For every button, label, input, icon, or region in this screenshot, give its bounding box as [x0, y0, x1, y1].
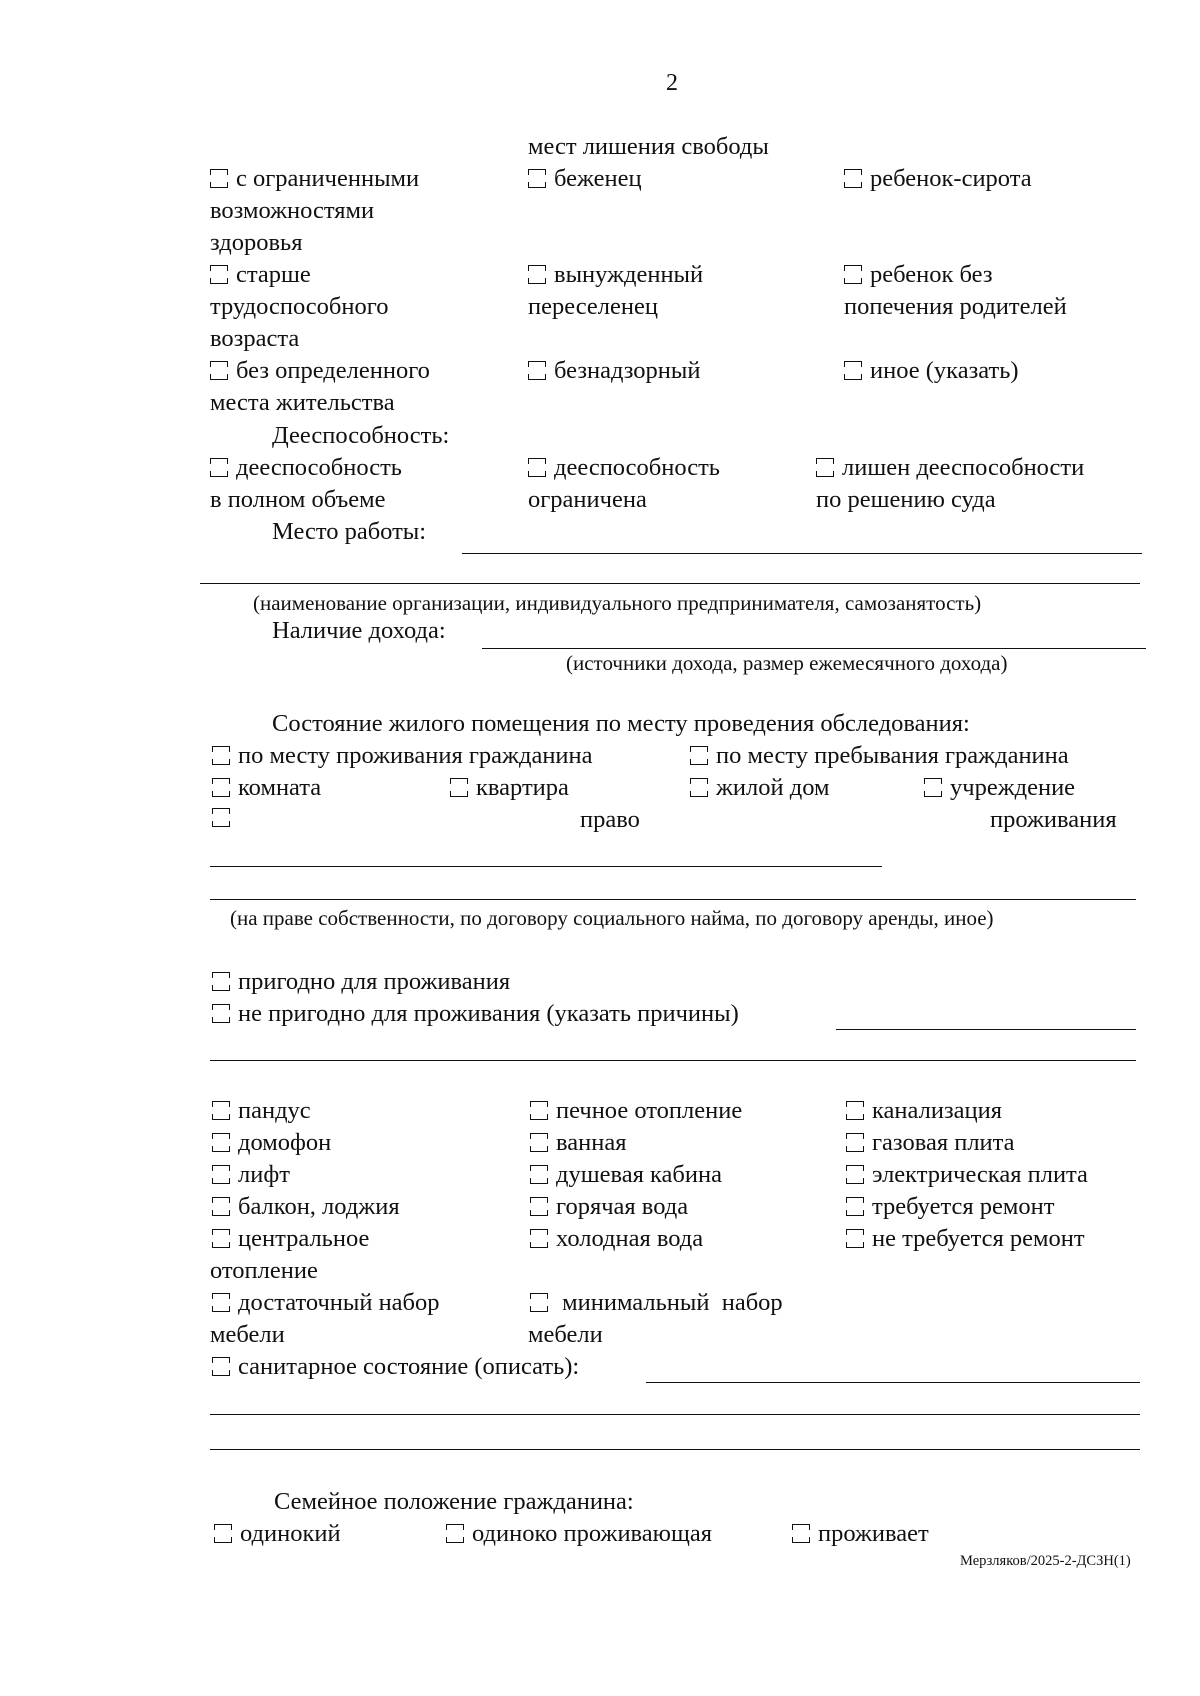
- housing-type-apartment[interactable]: квартира: [450, 773, 569, 803]
- checkbox[interactable]: [530, 1101, 548, 1120]
- checkbox[interactable]: [212, 1133, 230, 1152]
- checkbox[interactable]: [212, 808, 230, 827]
- family-option-lives-with[interactable]: проживает: [792, 1519, 929, 1549]
- family-heading: Семейное положение гражданина:: [274, 1488, 634, 1515]
- checkbox[interactable]: [846, 1165, 864, 1184]
- checkbox[interactable]: [212, 972, 230, 991]
- checkbox[interactable]: [924, 778, 942, 797]
- checkbox[interactable]: [528, 265, 546, 284]
- housing-right-line-2: [210, 899, 1136, 900]
- checkbox[interactable]: [844, 265, 862, 284]
- page-number: 2: [666, 70, 678, 96]
- checkbox[interactable]: [212, 1101, 230, 1120]
- checkbox[interactable]: [450, 778, 468, 797]
- checkbox[interactable]: [530, 1293, 548, 1312]
- checkbox[interactable]: [528, 169, 546, 188]
- checkbox[interactable]: [528, 458, 546, 477]
- capacity-full[interactable]: дееспособность: [210, 453, 402, 483]
- checkbox[interactable]: [530, 1197, 548, 1216]
- income-hint: (источники дохода, размер ежемесячного дохода): [566, 651, 1008, 675]
- checkbox[interactable]: [212, 1357, 230, 1376]
- checkbox[interactable]: [846, 1197, 864, 1216]
- suitable-option[interactable]: пригодно для проживания: [212, 967, 510, 997]
- furniture-minimal-cont: мебели: [528, 1321, 603, 1348]
- checkbox[interactable]: [846, 1133, 864, 1152]
- family-option-living-alone[interactable]: одиноко проживающая: [446, 1519, 712, 1549]
- checkbox[interactable]: [528, 361, 546, 380]
- checkbox[interactable]: [210, 169, 228, 188]
- status-item-no-parental-care[interactable]: ребенок без: [844, 260, 993, 290]
- checkbox[interactable]: [212, 1165, 230, 1184]
- status-item-refugee[interactable]: беженец: [528, 164, 642, 194]
- status-item-orphan[interactable]: ребенок-сирота: [844, 164, 1032, 194]
- amenity-cold-water[interactable]: холодная вода: [530, 1224, 703, 1254]
- housing-residence-label: проживания: [990, 806, 1117, 833]
- sanitary-condition[interactable]: санитарное состояние (описать):: [212, 1352, 579, 1382]
- workplace-line-2: [200, 583, 1140, 584]
- amenity-stove-heating[interactable]: печное отопление: [530, 1096, 742, 1126]
- amenity-ramp[interactable]: пандус: [212, 1096, 311, 1126]
- status-item-other[interactable]: иное (указать): [844, 356, 1019, 386]
- amenity-gas-stove[interactable]: газовая плита: [846, 1128, 1015, 1158]
- checkbox[interactable]: [210, 265, 228, 284]
- family-option-single[interactable]: одинокий: [214, 1519, 341, 1549]
- checkbox[interactable]: [792, 1524, 810, 1543]
- checkbox[interactable]: [212, 778, 230, 797]
- sanitary-line-2: [210, 1414, 1140, 1415]
- status-item-disabled-cont-2: здоровья: [210, 229, 303, 256]
- amenity-central-heating[interactable]: центральное: [212, 1224, 369, 1254]
- amenity-no-repair-needed[interactable]: не требуется ремонт: [846, 1224, 1085, 1254]
- status-item-disabled[interactable]: с ограниченными: [210, 164, 419, 194]
- checkbox[interactable]: [212, 1197, 230, 1216]
- checkbox[interactable]: [844, 361, 862, 380]
- capacity-deprived[interactable]: лишен дееспособности: [816, 453, 1084, 483]
- capacity-full-cont: в полном объеме: [210, 486, 386, 513]
- sanitary-line-3: [210, 1449, 1140, 1450]
- checkbox[interactable]: [530, 1133, 548, 1152]
- checkbox[interactable]: [214, 1524, 232, 1543]
- status-item-neglected[interactable]: безнадзорный: [528, 356, 700, 386]
- workplace-label: Место работы:: [272, 518, 427, 545]
- document-code: Мерзляков/2025-2-ДСЗН(1): [960, 1553, 1131, 1569]
- furniture-sufficient-cont: мебели: [210, 1321, 285, 1348]
- housing-type-institution[interactable]: учреждение: [924, 773, 1075, 803]
- housing-type-house[interactable]: жилой дом: [690, 773, 830, 803]
- furniture-sufficient[interactable]: достаточный набор: [212, 1288, 440, 1318]
- checkbox[interactable]: [846, 1101, 864, 1120]
- income-line: [482, 648, 1146, 649]
- amenity-central-heating-cont: отопление: [210, 1257, 318, 1284]
- capacity-limited[interactable]: дееспособность: [528, 453, 720, 483]
- capacity-heading: Дееспособность:: [272, 422, 450, 449]
- unsuitable-reason-line-2: [210, 1060, 1136, 1061]
- checkbox[interactable]: [212, 1004, 230, 1023]
- amenity-hot-water[interactable]: горячая вода: [530, 1192, 688, 1222]
- status-item-homeless[interactable]: без определенного: [210, 356, 430, 386]
- unsuitable-option[interactable]: не пригодно для проживания (указать причины): [212, 999, 739, 1029]
- capacity-limited-cont: ограничена: [528, 486, 647, 513]
- status-item-disabled-cont-1: возможностями: [210, 197, 375, 224]
- status-item-elderly-cont-2: возраста: [210, 325, 300, 352]
- housing-heading: Состояние жилого помещения по месту проведения обследования:: [272, 710, 970, 737]
- status-item-elderly-cont-1: трудоспособного: [210, 293, 389, 320]
- checkbox[interactable]: [846, 1229, 864, 1248]
- status-item-elderly[interactable]: старше: [210, 260, 311, 290]
- amenity-bathtub[interactable]: ванная: [530, 1128, 627, 1158]
- housing-right-hint: (на праве собственности, по договору социального найма, по договору аренды, иное): [230, 906, 994, 930]
- income-label: Наличие дохода:: [272, 617, 446, 644]
- checkbox[interactable]: [210, 361, 228, 380]
- workplace-line: [462, 553, 1142, 554]
- checkbox[interactable]: [446, 1524, 464, 1543]
- status-item-displaced-cont: переселенец: [528, 293, 658, 320]
- amenity-sewerage[interactable]: канализация: [846, 1096, 1002, 1126]
- amenity-repair-needed[interactable]: требуется ремонт: [846, 1192, 1054, 1222]
- workplace-hint: (наименование организации, индивидуального предпринимателя, самозанятость): [253, 591, 982, 615]
- checkbox[interactable]: [212, 746, 230, 765]
- sanitary-line: [646, 1382, 1140, 1383]
- amenity-balcony[interactable]: балкон, лоджия: [212, 1192, 400, 1222]
- housing-type-room[interactable]: комната: [212, 773, 321, 803]
- amenity-electric-stove[interactable]: электрическая плита: [846, 1160, 1088, 1190]
- status-item-homeless-cont: места жительства: [210, 389, 395, 416]
- housing-right-line: [210, 866, 882, 867]
- housing-right-label: право: [580, 806, 640, 833]
- checkbox[interactable]: [530, 1165, 548, 1184]
- housing-place-stay[interactable]: по месту пребывания гражданина: [690, 741, 1069, 771]
- checkbox[interactable]: [844, 169, 862, 188]
- checkbox[interactable]: [690, 778, 708, 797]
- checkbox[interactable]: [210, 458, 228, 477]
- status-item-no-parental-care-cont: попечения родителей: [844, 293, 1067, 320]
- capacity-deprived-cont: по решению суда: [816, 486, 996, 513]
- checkbox[interactable]: [530, 1229, 548, 1248]
- status-item-displaced[interactable]: вынужденный: [528, 260, 703, 290]
- housing-place-residence[interactable]: по месту проживания гражданина: [212, 741, 593, 771]
- furniture-minimal[interactable]: минимальный набор: [530, 1288, 783, 1318]
- checkbox[interactable]: [212, 1293, 230, 1312]
- amenity-elevator[interactable]: лифт: [212, 1160, 290, 1190]
- checkbox[interactable]: [212, 1229, 230, 1248]
- continuation-text: мест лишения свободы: [528, 133, 769, 160]
- unsuitable-reason-line: [836, 1029, 1136, 1030]
- amenity-intercom[interactable]: домофон: [212, 1128, 331, 1158]
- checkbox[interactable]: [690, 746, 708, 765]
- amenity-shower[interactable]: душевая кабина: [530, 1160, 722, 1190]
- checkbox[interactable]: [816, 458, 834, 477]
